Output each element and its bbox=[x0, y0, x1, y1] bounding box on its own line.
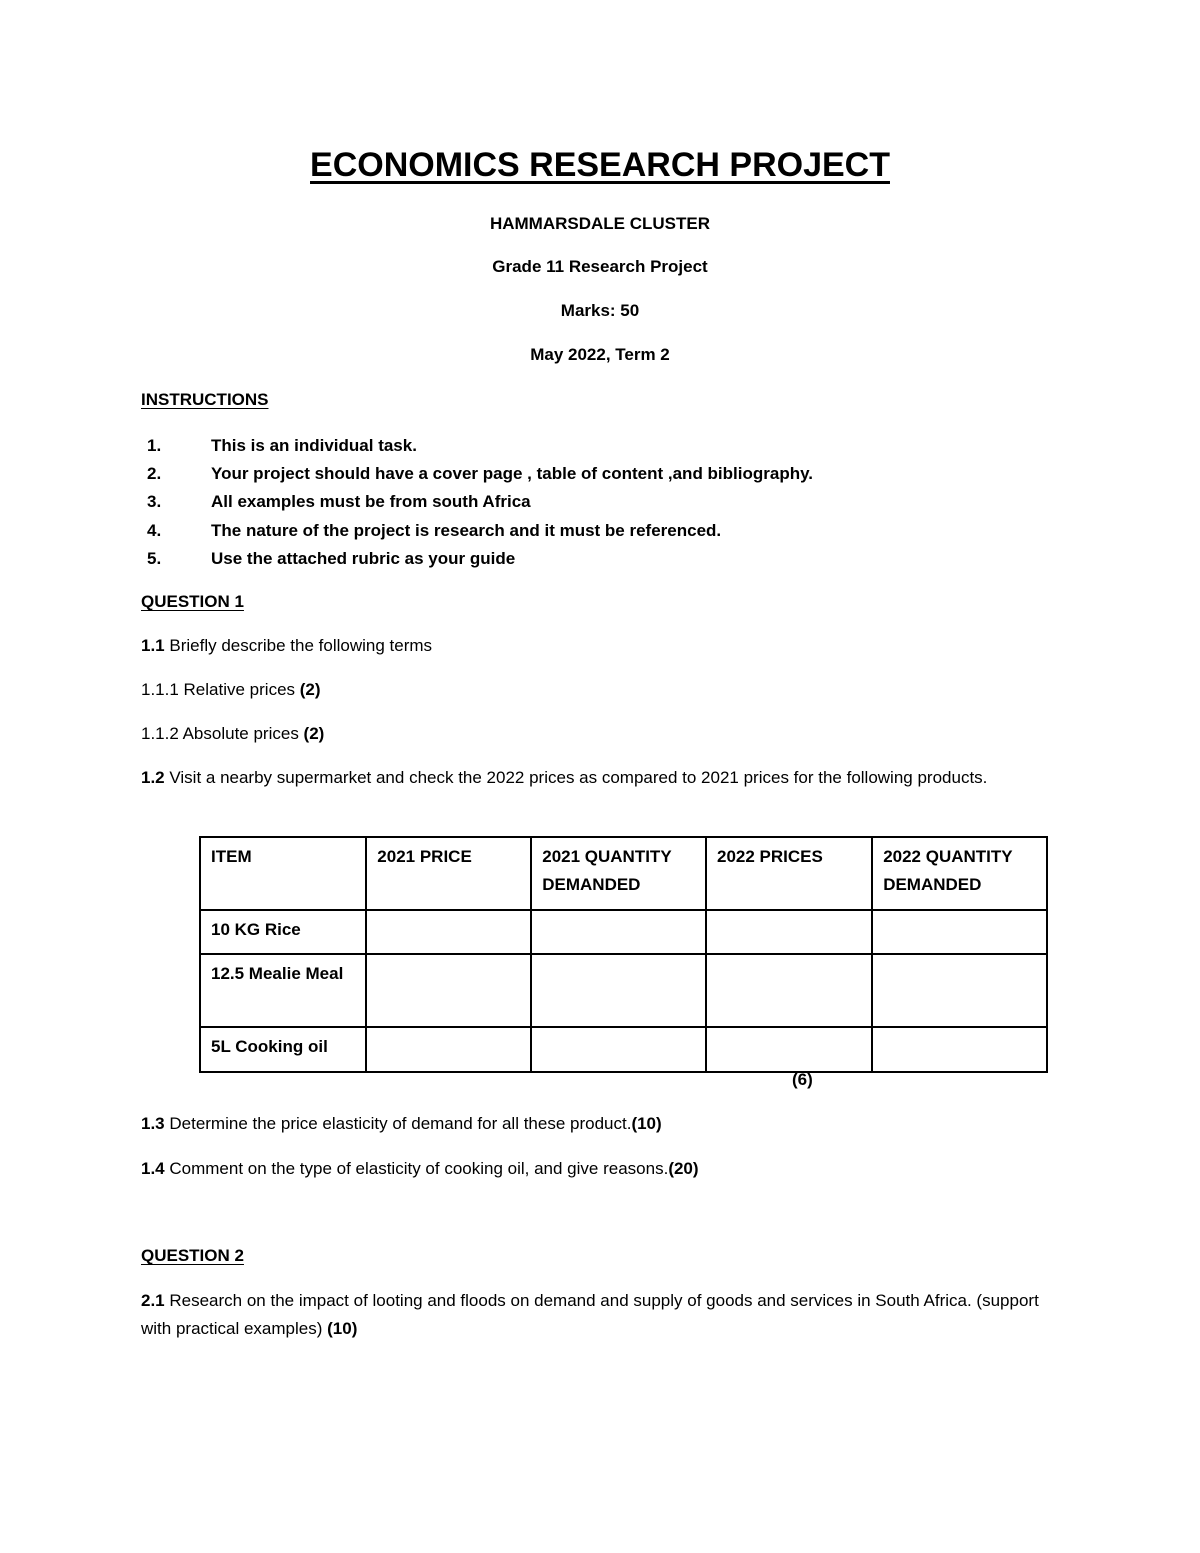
instruction-item: 3. All examples must be from south Africa bbox=[147, 492, 531, 512]
table-cell bbox=[706, 910, 872, 954]
table-header-cell: 2022 PRICES bbox=[706, 837, 872, 910]
table-cell-item: 5L Cooking oil bbox=[200, 1027, 366, 1072]
question-2-1: 2.1 Research on the impact of looting and floods on demand and supply of goods and services in South Africa. (support with practical examples) (10) bbox=[141, 1291, 1039, 1338]
instruction-item: 5. Use the attached rubric as your guide bbox=[147, 548, 516, 568]
instruction-item: 4. The nature of the project is research and it must be referenced. bbox=[147, 520, 722, 540]
question-2-heading: QUESTION 2 bbox=[141, 1246, 244, 1265]
question-1-3: 1.3 Determine the price elasticity of demand for all these product.(10) bbox=[141, 1114, 662, 1133]
table-header-cell: 2022 QUANTITY DEMANDED bbox=[872, 837, 1047, 910]
grade-label: Grade 11 Research Project bbox=[492, 257, 708, 276]
question-1-4: 1.4 Comment on the type of elasticity of cooking oil, and give reasons.(20) bbox=[141, 1159, 699, 1178]
table-cell-item: 10 KG Rice bbox=[200, 910, 366, 954]
table-header-cell: 2021 QUANTITY DEMANDED bbox=[531, 837, 706, 910]
cluster-name: HAMMARSDALE CLUSTER bbox=[489, 214, 711, 233]
marks-label: Marks: 50 bbox=[560, 301, 640, 320]
table-cell bbox=[706, 954, 872, 1027]
table-cell bbox=[366, 954, 531, 1027]
instructions-heading: INSTRUCTIONS bbox=[141, 390, 269, 409]
table-cell bbox=[531, 1027, 706, 1072]
table-cell bbox=[366, 910, 531, 954]
question-1-heading: QUESTION 1 bbox=[141, 592, 244, 611]
date-term-label: May 2022, Term 2 bbox=[530, 345, 670, 364]
instruction-item: 2. Your project should have a cover page , table of content ,and bibliography. bbox=[147, 464, 814, 484]
table-cell bbox=[872, 910, 1047, 954]
instructions-list bbox=[141, 432, 813, 573]
table-marks: (6) bbox=[792, 1070, 813, 1089]
table-cell bbox=[531, 910, 706, 954]
table-cell bbox=[531, 954, 706, 1027]
table-cell-item: 12.5 Mealie Meal bbox=[200, 954, 366, 1027]
table-header-row bbox=[200, 837, 1047, 910]
price-table bbox=[199, 836, 1048, 1073]
table-row bbox=[200, 1027, 1047, 1072]
page-title: ECONOMICS RESEARCH PROJECT bbox=[310, 146, 890, 184]
table-cell bbox=[706, 1027, 872, 1072]
table-cell bbox=[872, 954, 1047, 1027]
table-header-cell: 2021 PRICE bbox=[366, 837, 531, 910]
table-header-cell: ITEM bbox=[200, 837, 366, 910]
table-row bbox=[200, 954, 1047, 1027]
question-1-1-1: 1.1.1 Relative prices (2) bbox=[141, 680, 321, 699]
table-cell bbox=[366, 1027, 531, 1072]
table-row bbox=[200, 910, 1047, 954]
question-1-1-2: 1.1.2 Absolute prices (2) bbox=[141, 724, 325, 743]
instruction-item: 1. This is an individual task. bbox=[147, 436, 417, 455]
question-1-2: 1.2 Visit a nearby supermarket and check the 2022 prices as compared to 2021 prices for the following products. bbox=[141, 768, 988, 787]
table-cell bbox=[872, 1027, 1047, 1072]
question-1-1: 1.1 Briefly describe the following terms bbox=[141, 636, 433, 655]
